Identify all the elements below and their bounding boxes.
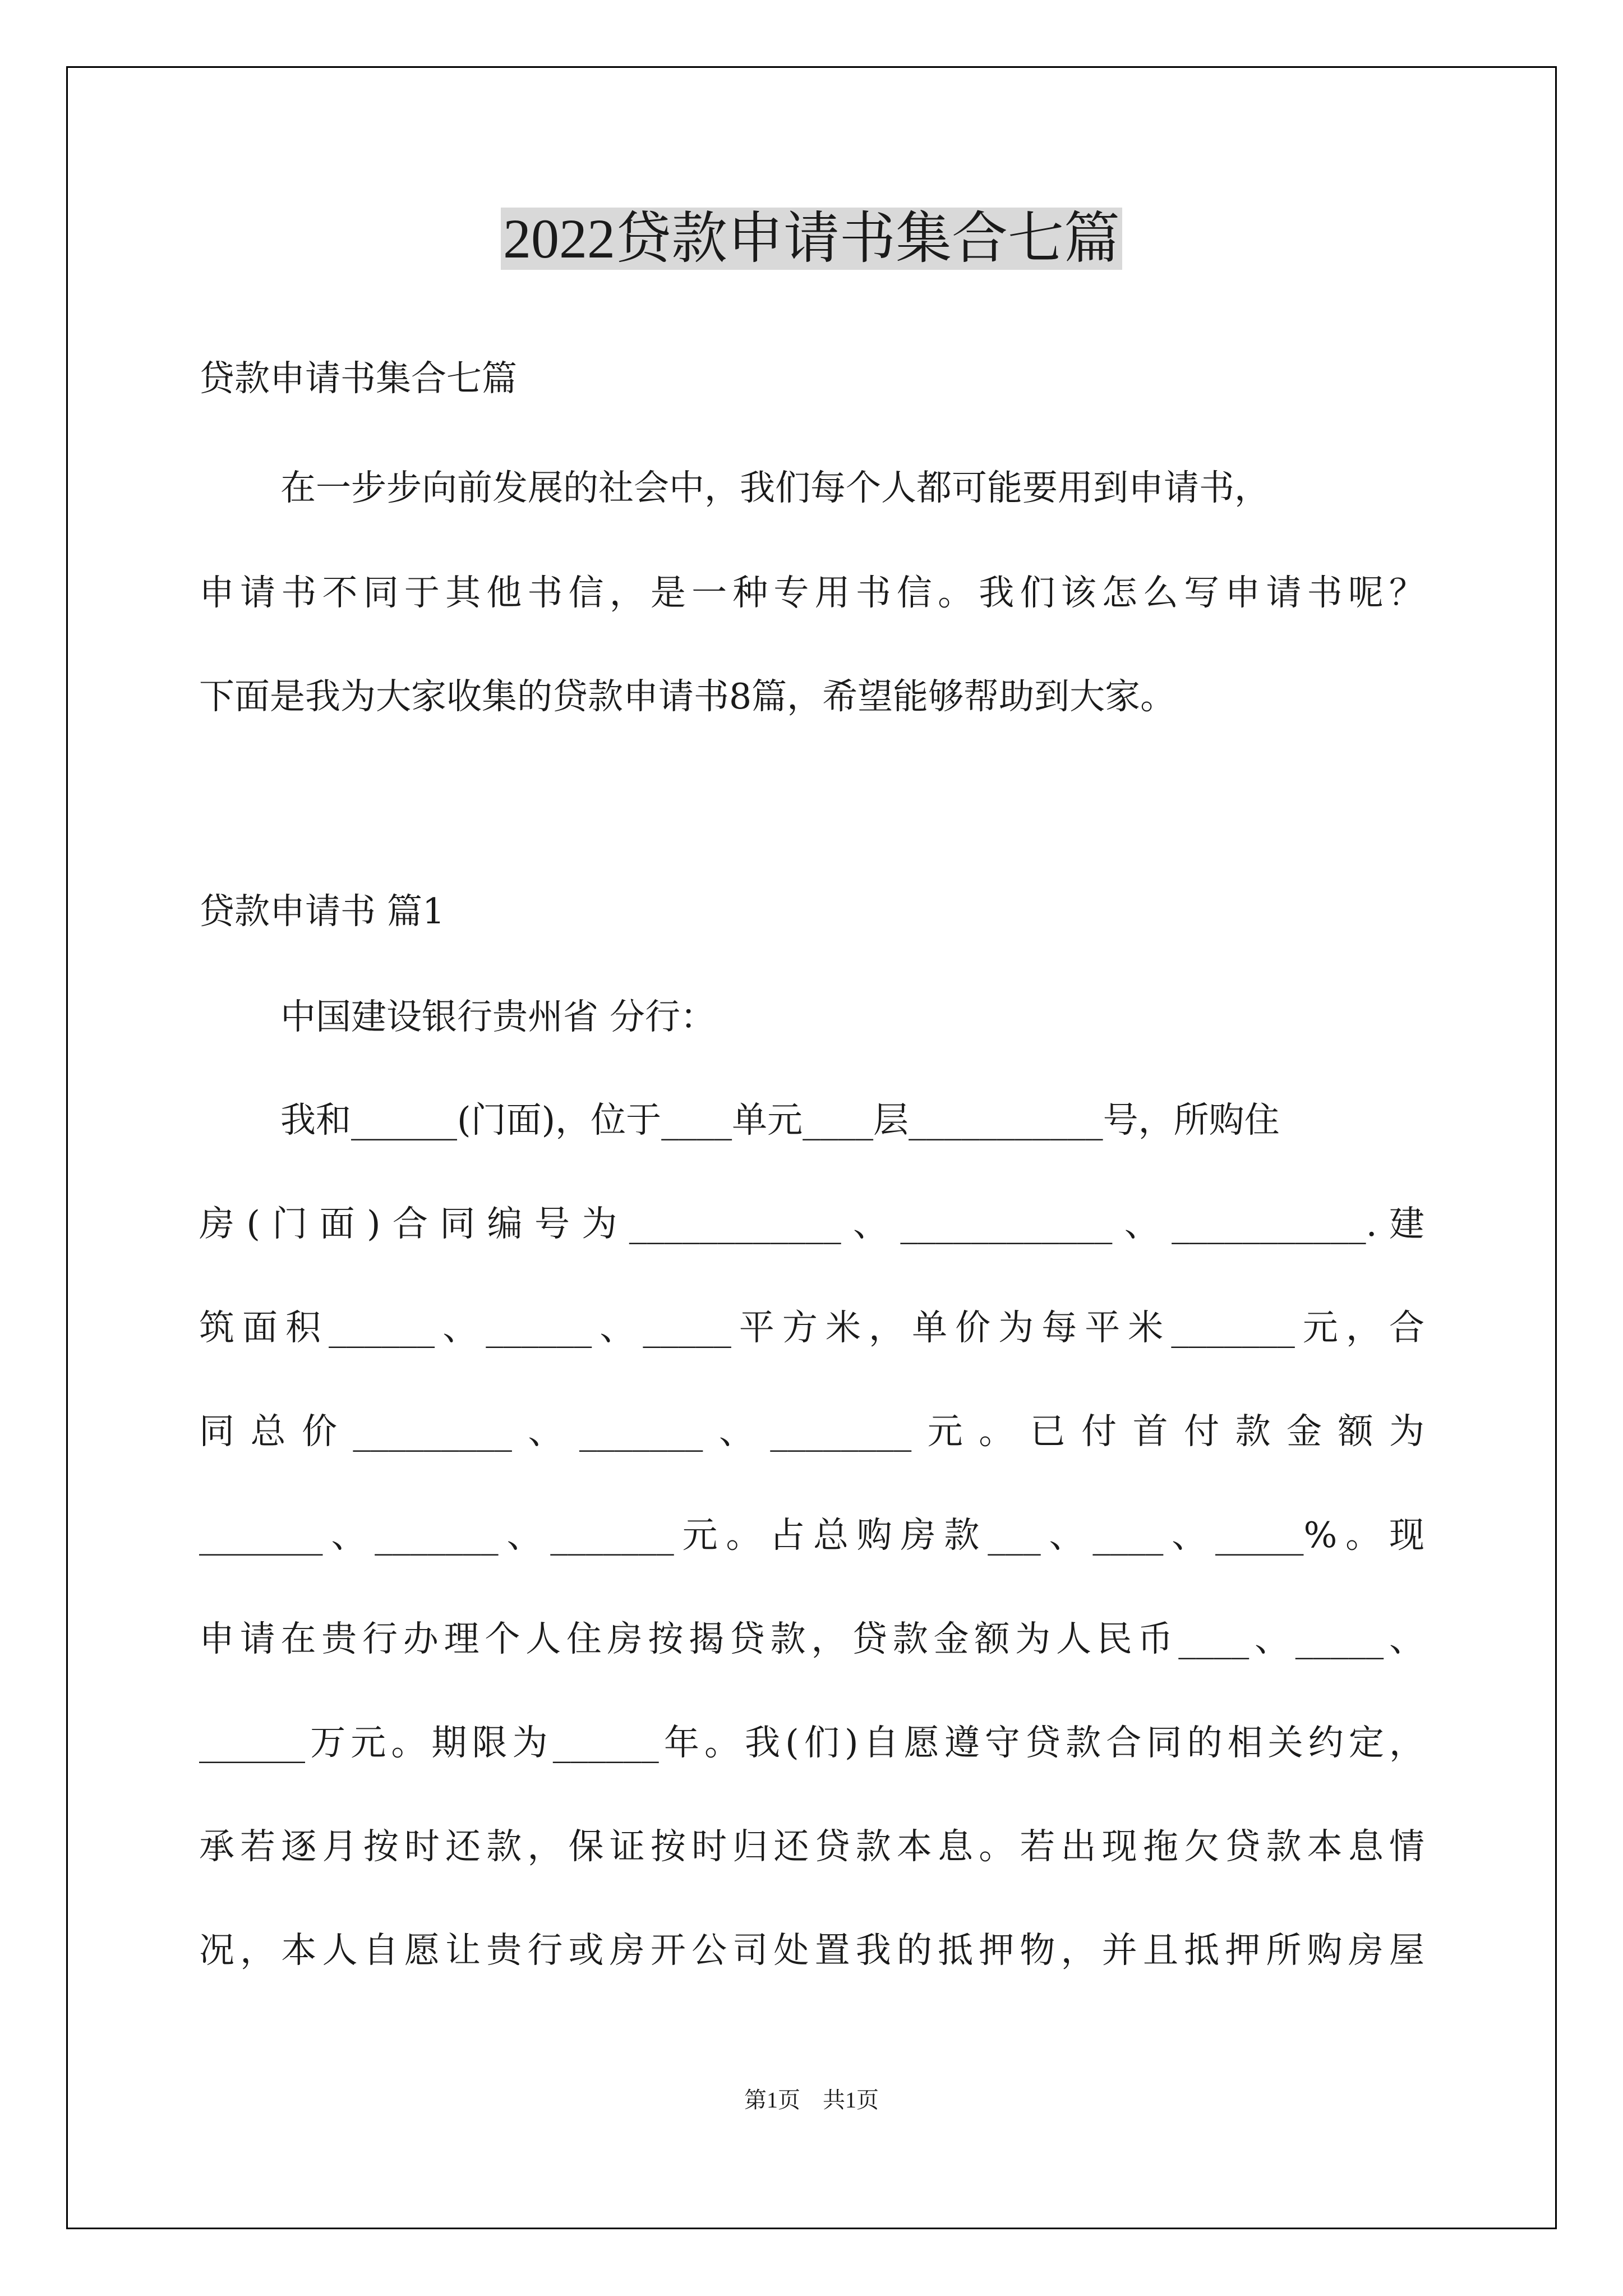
intro-line-1: 在一步步向前发展的社会中，我们每个人都可能要用到申请书， [280,467,1270,508]
salutation: 中国建设银行贵州省 分行： [280,996,716,1037]
body-line-6: 申请在贵行办理个人住房按揭贷款，贷款金额为人民币____、_____、 [199,1618,1424,1659]
intro-line-3: 下面是我为大家收集的贷款申请书8篇，希望能够帮助到大家。 [199,676,1176,717]
body-line-7: ______万元。期限为______年。我(们)自愿遵守贷款合同的相关约定， [199,1722,1424,1763]
body-line-3: 筑面积______、______、_____平方米，单价为每平米_______元，合 [199,1307,1424,1348]
body-line-5: _______、_______、_______元。占总购房款___、____、_____%。现 [199,1515,1424,1556]
page-footer: 第1页 共1页 [744,2087,879,2113]
section-heading: 贷款申请书 篇1 [199,891,445,932]
document-title [0,199,1623,278]
body-line-1: 我和______(门面)，位于____单元____层___________号，所购住 [280,1099,1280,1140]
document-subtitle: 贷款申请书集合七篇 [199,358,517,399]
body-line-8: 承若逐月按时还款，保证按时归还贷款本息。若出现拖欠贷款本息情 [199,1826,1424,1867]
body-line-2: 房(门面)合同编号为____________、____________、___________.建 [199,1203,1424,1244]
body-line-9: 况，本人自愿让贵行或房开公司处置我的抵押物，并且抵押所购房屋 [199,1930,1424,1971]
body-line-4: 同总价_________、_______、________元。已付首付款金额为 [199,1411,1424,1452]
document-title-text: 2022贷款申请书集合七篇 [501,208,1122,270]
intro-line-2: 申请书不同于其他书信，是一种专用书信。我们该怎么写申请书呢？ [199,572,1424,613]
